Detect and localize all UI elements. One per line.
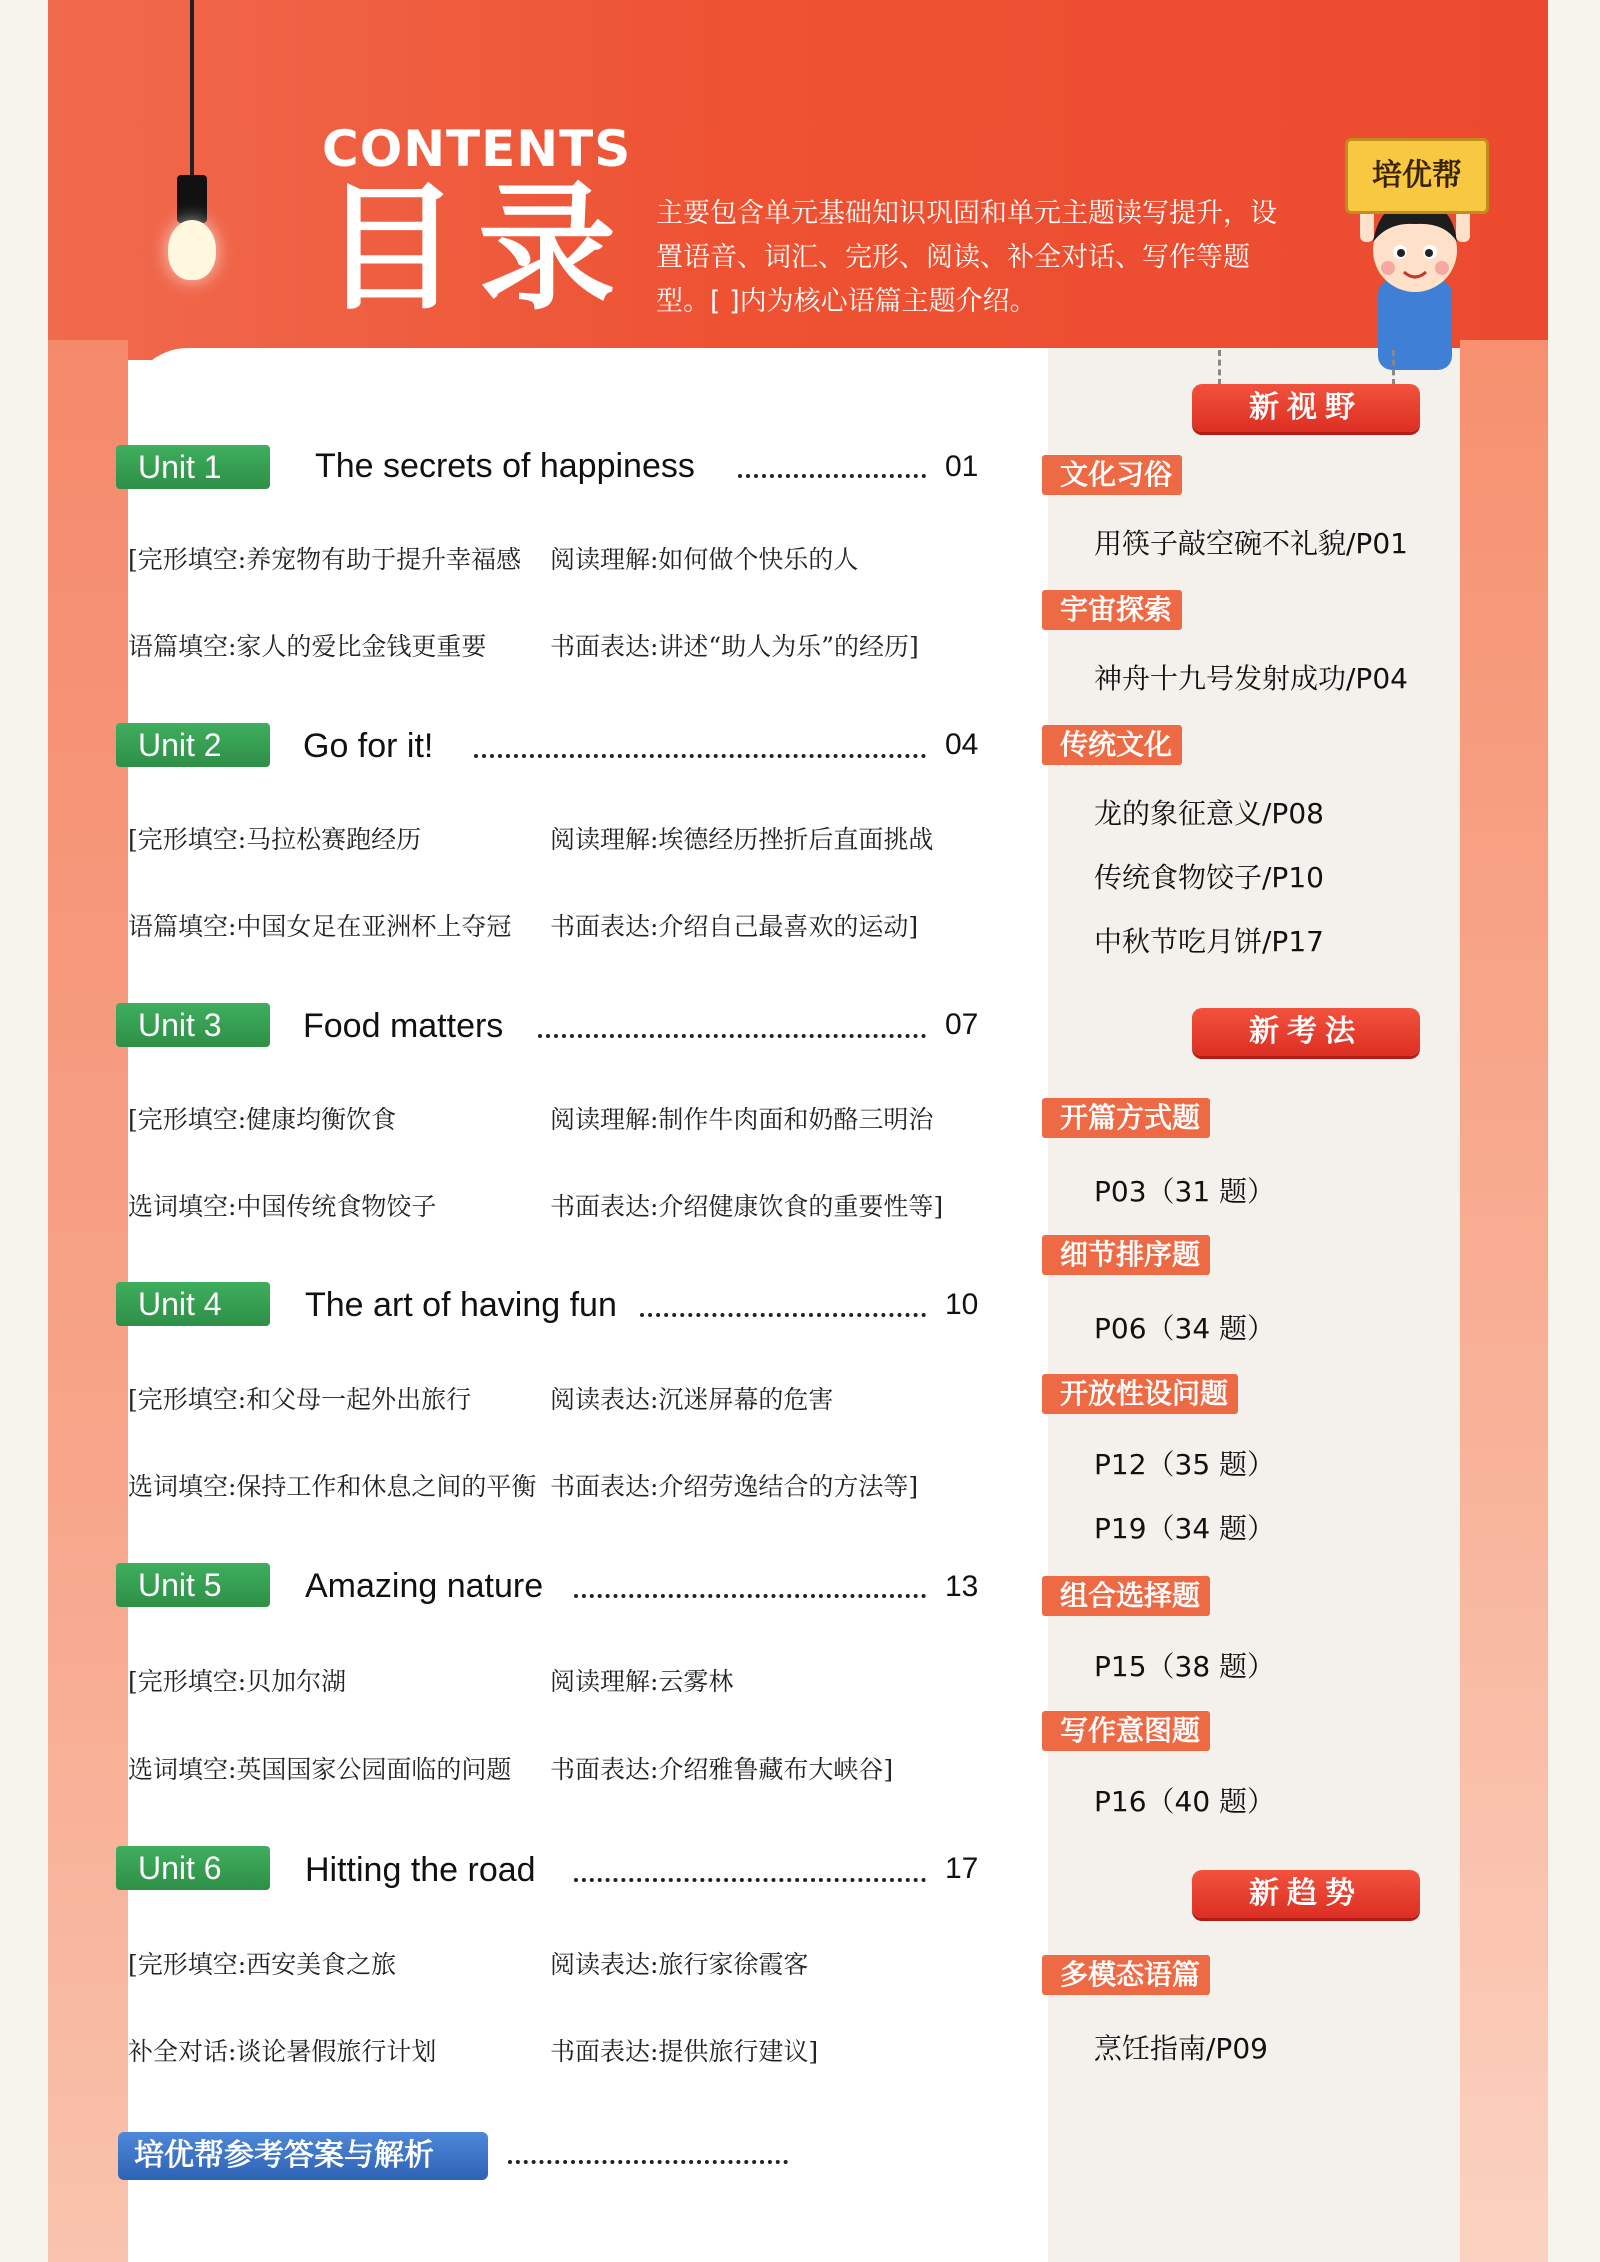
unit-4-title[interactable]: The art of having fun [305,1286,617,1324]
unit-3-detail-1b: 阅读理解:制作牛肉面和奶酪三明治 [550,1105,934,1134]
section-banner-new-vision: 新视野 [1192,384,1420,432]
unit-5-detail-1a: [完形填空:贝加尔湖 [128,1667,347,1696]
category-tag: 多模态语篇 [1042,1955,1210,1995]
category-tag: 传统文化 [1042,725,1182,765]
unit-1-page[interactable]: 01 [945,450,979,483]
section-banner-new-trend: 新趋势 [1192,1870,1420,1918]
unit-6-page[interactable]: 17 [945,1852,979,1885]
unit-6-title[interactable]: Hitting the road [305,1851,536,1889]
unit-1-tag: Unit 1 [116,445,270,489]
unit-1-title[interactable]: The secrets of happiness [315,447,695,485]
unit-1-detail-1a: [完形填空:养宠物有助于提升幸福感 [128,545,522,574]
category-tag: 组合选择题 [1042,1576,1210,1616]
unit-4-detail-2a: 选词填空:保持工作和休息之间的平衡 [128,1472,537,1501]
sidebar-entry[interactable]: 烹饪指南/P09 [1094,2032,1268,2065]
unit-3-detail-2a: 选词填空:中国传统食物饺子 [128,1192,437,1221]
unit-1-detail-2a: 语篇填空:家人的爱比金钱更重要 [128,632,487,661]
unit-6-tag: Unit 6 [116,1846,270,1890]
leader-dots [738,470,926,478]
unit-5-detail-2a: 选词填空:英国国家公园面临的问题 [128,1755,512,1784]
sidebar-entry[interactable]: P15（38 题） [1094,1650,1276,1683]
unit-2-tag: Unit 2 [116,723,270,767]
unit-4-detail-2b: 书面表达:介绍劳逸结合的方法等] [550,1472,919,1501]
unit-3-detail-2b: 书面表达:介绍健康饮食的重要性等] [550,1192,944,1221]
unit-2-detail-1a: [完形填空:马拉松赛跑经历 [128,825,422,854]
contents-label: CONTENTS [322,120,632,178]
unit-2-title[interactable]: Go for it! [303,727,434,765]
page-title: 目录 [322,168,635,329]
unit-3-title[interactable]: Food matters [303,1007,504,1045]
unit-4-detail-1b: 阅读表达:沉迷屏幕的危害 [550,1385,834,1414]
leader-dots [574,1590,926,1598]
unit-5-detail-1b: 阅读理解:云雾林 [550,1667,734,1696]
sidebar-entry[interactable]: 用筷子敲空碗不礼貌/P01 [1094,527,1408,560]
sidebar-entry[interactable]: 传统食物饺子/P10 [1094,861,1324,894]
unit-5-title[interactable]: Amazing nature [305,1567,544,1605]
unit-5-detail-2b: 书面表达:介绍雅鲁藏布大峡谷] [550,1755,894,1784]
leader-dots [574,1874,926,1882]
mascot-sign: 培优帮 [1345,138,1489,214]
unit-4-detail-1a: [完形填空:和父母一起外出旅行 [128,1385,472,1414]
unit-5-tag: Unit 5 [116,1563,270,1607]
unit-6-detail-2a: 补全对话:谈论暑假旅行计划 [128,2037,437,2066]
answers-tag[interactable]: 培优帮参考答案与解析 [118,2132,488,2180]
section-banner-new-method: 新考法 [1192,1008,1420,1056]
sidebar-entry[interactable]: P12（35 题） [1094,1448,1276,1481]
unit-1-detail-1b: 阅读理解:如何做个快乐的人 [550,545,859,574]
category-tag: 文化习俗 [1042,455,1182,495]
banner-chain [1392,350,1401,385]
unit-3-tag: Unit 3 [116,1003,270,1047]
bulb-socket [177,175,207,223]
unit-2-detail-2b: 书面表达:介绍自己最喜欢的运动] [550,912,919,941]
unit-2-page[interactable]: 04 [945,728,979,761]
category-tag: 细节排序题 [1042,1235,1210,1275]
leader-dots [474,750,926,758]
category-tag: 写作意图题 [1042,1711,1210,1751]
unit-1-detail-2b: 书面表达:讲述“助人为乐”的经历] [550,632,919,661]
unit-5-page[interactable]: 13 [945,1570,979,1603]
sidebar-entry[interactable]: P19（34 题） [1094,1512,1276,1545]
leader-dots [640,1309,926,1317]
unit-3-detail-1a: [完形填空:健康均衡饮食 [128,1105,397,1134]
intro-text: 主要包含单元基础知识巩固和单元主题读写提升，设置语音、词汇、完形、阅读、补全对话、写作等题型。[ ]内为核心语篇主题介绍。 [656,198,1277,317]
banner-chain [1218,350,1227,385]
category-tag: 开放性设问题 [1042,1374,1238,1414]
unit-6-detail-1b: 阅读表达:旅行家徐霞客 [550,1950,809,1979]
unit-4-page[interactable]: 10 [945,1288,979,1321]
lightbulb-icon [168,220,216,280]
unit-6-detail-1a: [完形填空:西安美食之旅 [128,1950,397,1979]
leader-dots [508,2156,788,2164]
sidebar-entry[interactable]: 神舟十九号发射成功/P04 [1094,662,1408,695]
sidebar-entry[interactable]: P06（34 题） [1094,1312,1276,1345]
sidebar-entry[interactable]: P03（31 题） [1094,1175,1276,1208]
right-decor-strip [1460,340,1548,2262]
sidebar-entry[interactable]: 中秋节吃月饼/P17 [1094,925,1324,958]
unit-4-tag: Unit 4 [116,1282,270,1326]
leader-dots [538,1030,926,1038]
unit-2-detail-2a: 语篇填空:中国女足在亚洲杯上夺冠 [128,912,512,941]
category-tag: 开篇方式题 [1042,1098,1210,1138]
bulb-cord [190,0,194,180]
sidebar-entry[interactable]: 龙的象征意义/P08 [1094,797,1324,830]
sidebar-entry[interactable]: P16（40 题） [1094,1785,1276,1818]
category-tag: 宇宙探索 [1042,590,1182,630]
unit-3-page[interactable]: 07 [945,1008,979,1041]
unit-2-detail-1b: 阅读理解:埃德经历挫折后直面挑战 [550,825,934,854]
unit-6-detail-2b: 书面表达:提供旅行建议] [550,2037,819,2066]
